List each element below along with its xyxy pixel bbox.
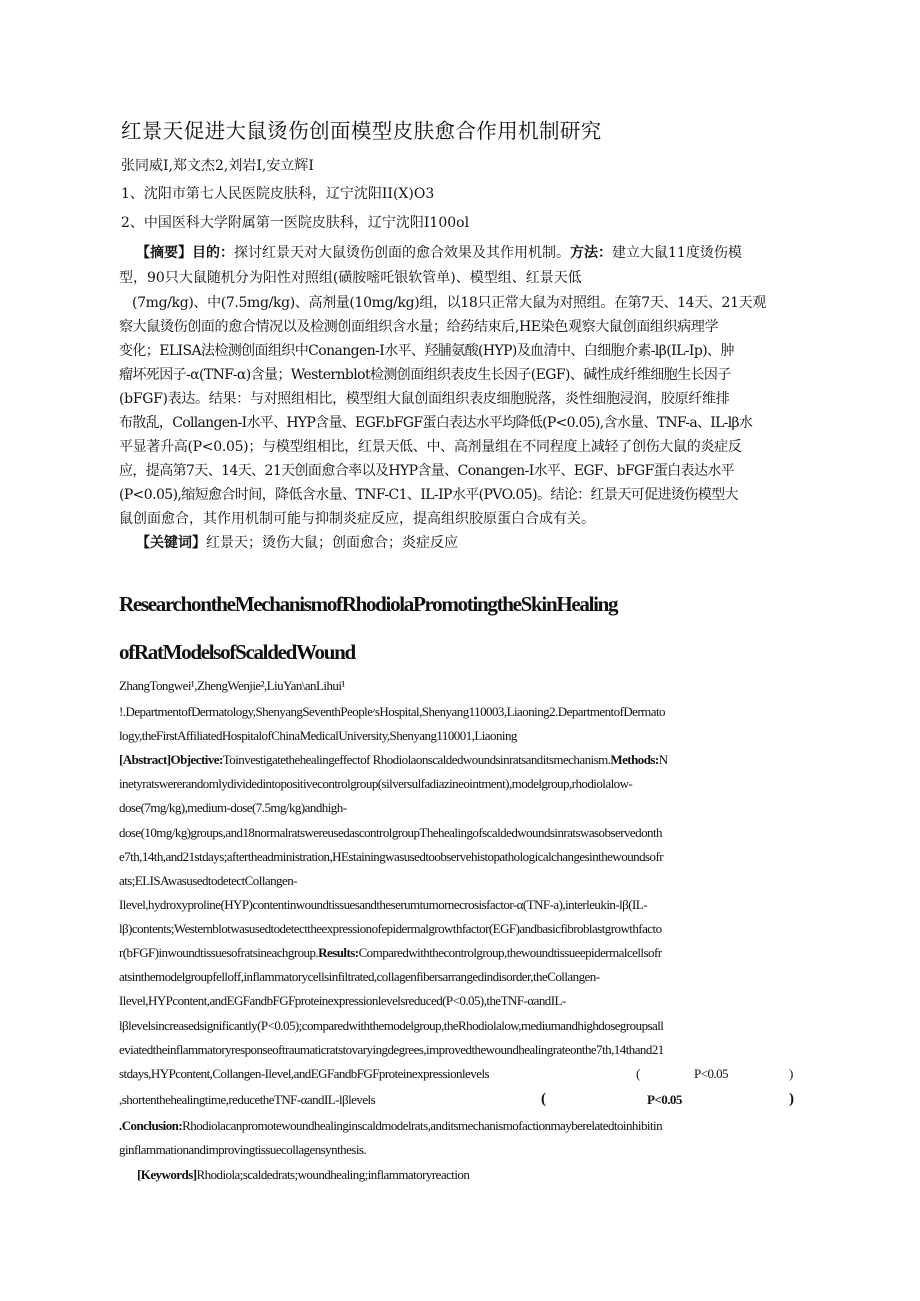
cn-keywords: 红景天；烫伤大鼠；创面愈合；炎症反应 xyxy=(206,535,458,551)
cn-abstract-line-11: (P<0.05),缩短愈合时间，降低含水量、TNF-C1、IL-IP水平(PVO.05)。结论：红景天可促进烫伤模型大 xyxy=(119,487,738,503)
cn-abstract-line-6: 瘤坏死因子-α(TNF-α)含量；Westernblot检测创面组织表皮生长因子(EGF)、碱性成纤维细胞生长因子 xyxy=(119,367,731,383)
en-abstract-line-2: inetyratswererandomlydividedintopositivecontrolgroup(silversulfadiazineointment),modelgroup,rhodiolalow- xyxy=(119,776,633,791)
en-methods-label: Methods: xyxy=(610,752,659,767)
en-abstract-line-14: stdays,HYPcontent,Collangen-Ilevel,andEGFandbFGFproteinexpressionlevels xyxy=(119,1066,490,1081)
cn-authors: 张同威I,郑文杰2,刘岩I,安立辉I xyxy=(121,158,314,174)
en-p-value-2: P<0.05 xyxy=(647,1092,682,1107)
cn-affiliation-2: 2、中国医科大学附属第一医院皮肤科，辽宁沈阳I100ol xyxy=(121,215,470,231)
cn-abstract-line-4: 察大鼠烫伤创面的愈合情况以及检测创面组织含水量；给药结束后,HE染色观察大鼠创面组织病理学 xyxy=(119,319,719,335)
en-title-line-2: ofRatModelsofScaldedWound xyxy=(119,640,355,664)
cn-affiliation-1: 1、沈阳市第七人民医院皮肤科，辽宁沈阳II(X)O3 xyxy=(121,186,435,202)
en-abstract-line-4: dose(10mg/kg)groups,and18normalratswereusedascontrolgroupThehealingofscaldedwoundsinratswasobservedonth xyxy=(119,825,663,840)
en-abstract-line-1: [Abstract]Objective:Toinvestigatethehealingeffectof Rhodiolaonscaldedwoundsinratsanditsmechanism.Methods:N xyxy=(119,752,668,767)
en-abstract-line-12: lβlevelsincreasedsignificantly(P<0.05);comparedwiththemodelgroup,theRhodiolalow,mediumandhighdosegroupsall xyxy=(119,1018,664,1033)
en-affiliation-line-1: !.DepartmentofDermatology,ShenyangSeventhPeople׳sHospital,Shenyang110003,Liaoning2.DepartmentofDermato xyxy=(119,704,665,719)
en-abstract-line-15: ,shortenthehealingtime,reducetheTNF-αandIL-lβlevels xyxy=(119,1092,376,1107)
en-abstract-line-9: r(bFGF)inwoundtissuesofratsineachgroup.Results:Comparedwiththecontrolgroup,thewoundtissueepidermalcellsofr xyxy=(119,945,662,960)
en-paren-open-1: ( xyxy=(636,1066,640,1081)
en-abstract-line-5: e7th,14th,and21stdays;aftertheadministration,HEstainingwasusedtoobservehistopathologicalchangesinthewoundsofr xyxy=(119,849,664,864)
en-abstract-line-6: ats;ELISAwasusedtodetectCollangen- xyxy=(119,873,297,888)
cn-abstract-label: 【摘要】目的： xyxy=(136,245,234,261)
cn-method-label: 方法： xyxy=(570,245,612,261)
cn-abstract-line-10: 应，提高第7天、14天、21天创面愈合率以及HYP含量、Conangen-I水平、EGF、bFGF蛋白表达水平 xyxy=(119,463,735,479)
en-paren-close-1: ) xyxy=(789,1066,793,1081)
en-p-value-1: P<0.05 xyxy=(694,1066,729,1081)
en-keywords: Rhodiola;scaldedrats;woundhealing;inflammatoryreaction xyxy=(196,1167,470,1182)
cn-abstract-line-5: 变化；ELISA法检测创面组织中Conangen-I水平、羟脯氨酸(HYP)及血清中、白细胞介素-lβ(IL-Ip)、肿 xyxy=(119,343,734,359)
en-abstract-line-10: atsinthemodelgroupfelloff,inflammatorycellsinfiltrated,collagenfibersarrangedindisorder,theCollangen- xyxy=(119,969,600,984)
cn-abstract-line-7: (bFGF)表达。结果：与对照组相比，模型组大鼠创面组织表皮细胞脱落，炎性细胞浸润，胶原纤维排 xyxy=(119,391,730,407)
en-conclusion-label: .Conclusion: xyxy=(119,1118,183,1133)
en-abstract-line-3: dose(7mg/kg),medium-dose(7.5mg/kg)andhigh- xyxy=(119,800,347,815)
en-paren-close-2: ) xyxy=(789,1091,794,1107)
cn-abstract-line-1: 【摘要】目的：探讨红景天对大鼠烫伤创面的愈合效果及其作用机制。方法：建立大鼠11度烫伤模 xyxy=(136,245,742,261)
en-abstract-line-7: Ilevel,hydroxyproline(HYP)contentinwoundtissuesandtheserumtumornecrosisfactor-α(TNF-a),interleukin-lβ(IL- xyxy=(119,897,647,912)
en-keywords-line xyxy=(137,1167,469,1183)
en-abstract-line-13: eviatedtheinflammatoryresponseoftraumaticratstovaryingdegrees,improvedthewoundhealingrateonthe7th,14thand21 xyxy=(119,1042,664,1057)
cn-keywords-label: 【关键词】 xyxy=(136,535,206,551)
en-title-line-1: ResearchontheMechanismofRhodiolaPromotingtheSkinHealing xyxy=(119,592,618,616)
en-results-label: Results: xyxy=(318,945,359,960)
cn-keywords-line xyxy=(136,532,458,552)
en-abstract-line-17: ginflammationandimprovingtissuecollagensynthesis. xyxy=(119,1142,367,1157)
en-abstract-line-11: Ilevel,HYPcontent,andEGFandbFGFproteinexpressionlevelsreduced(P<0.05),theTNF-αandIL- xyxy=(119,993,566,1008)
cn-abstract-line-3: (7mg/kg)、中(7.5mg/kg)、高剂量(10mg/kg)组，以18只正常大鼠为对照组。在第7天、14天、21天观 xyxy=(132,295,766,311)
en-affiliation-line-2: logy,theFirstAffiliatedHospitalofChinaMedicalUniversity,Shenyang110001,Liaoning xyxy=(119,728,517,743)
en-abstract-label: [Abstract]Objective: xyxy=(119,752,223,767)
en-abstract-line-16: .Conclusion:Rhodiolacanpromotewoundhealinginscaldmodelrats,anditsmechanismofactionmayberelatedtoinhibitin xyxy=(119,1118,663,1133)
cn-abstract-line-8: 布散乱，Collangen-I水平、HYP含量、EGF.bFGF蛋白表达水平均降低(P<0.05),含水量、TNF-a、IL-lβ水 xyxy=(119,415,753,431)
cn-abstract-line-2: 型，90只大鼠随机分为阳性对照组(磺胺嘧吒银软管单)、模型组、红景天低 xyxy=(119,270,582,286)
cn-abstract-line-9: 平显著升高(P<0.05)；与模型组相比，红景天低、中、高剂量组在不同程度上减轻了创伤大鼠的炎症反 xyxy=(119,439,742,455)
en-authors: ZhangTongwei¹,ZhengWenjie²,LiuYan\anLihui¹ xyxy=(119,678,345,693)
en-abstract-line-8: lβ)contents;Westernblotwasusedtodetecttheexpressionofepidermalgrowthfactor(EGF)andbasicfibroblastgrowthfacto xyxy=(119,921,662,936)
en-keywords-label: [Keywords] xyxy=(137,1167,197,1182)
cn-abstract-line-12: 鼠创面愈合，其作用机制可能与抑制炎症反应，提高组织胶原蛋白合成有关。 xyxy=(119,511,595,527)
cn-title: 红景天促进大鼠烫伤创面模型皮肤愈合作用机制研究 xyxy=(121,119,602,143)
en-paren-open-2: ( xyxy=(541,1091,546,1107)
